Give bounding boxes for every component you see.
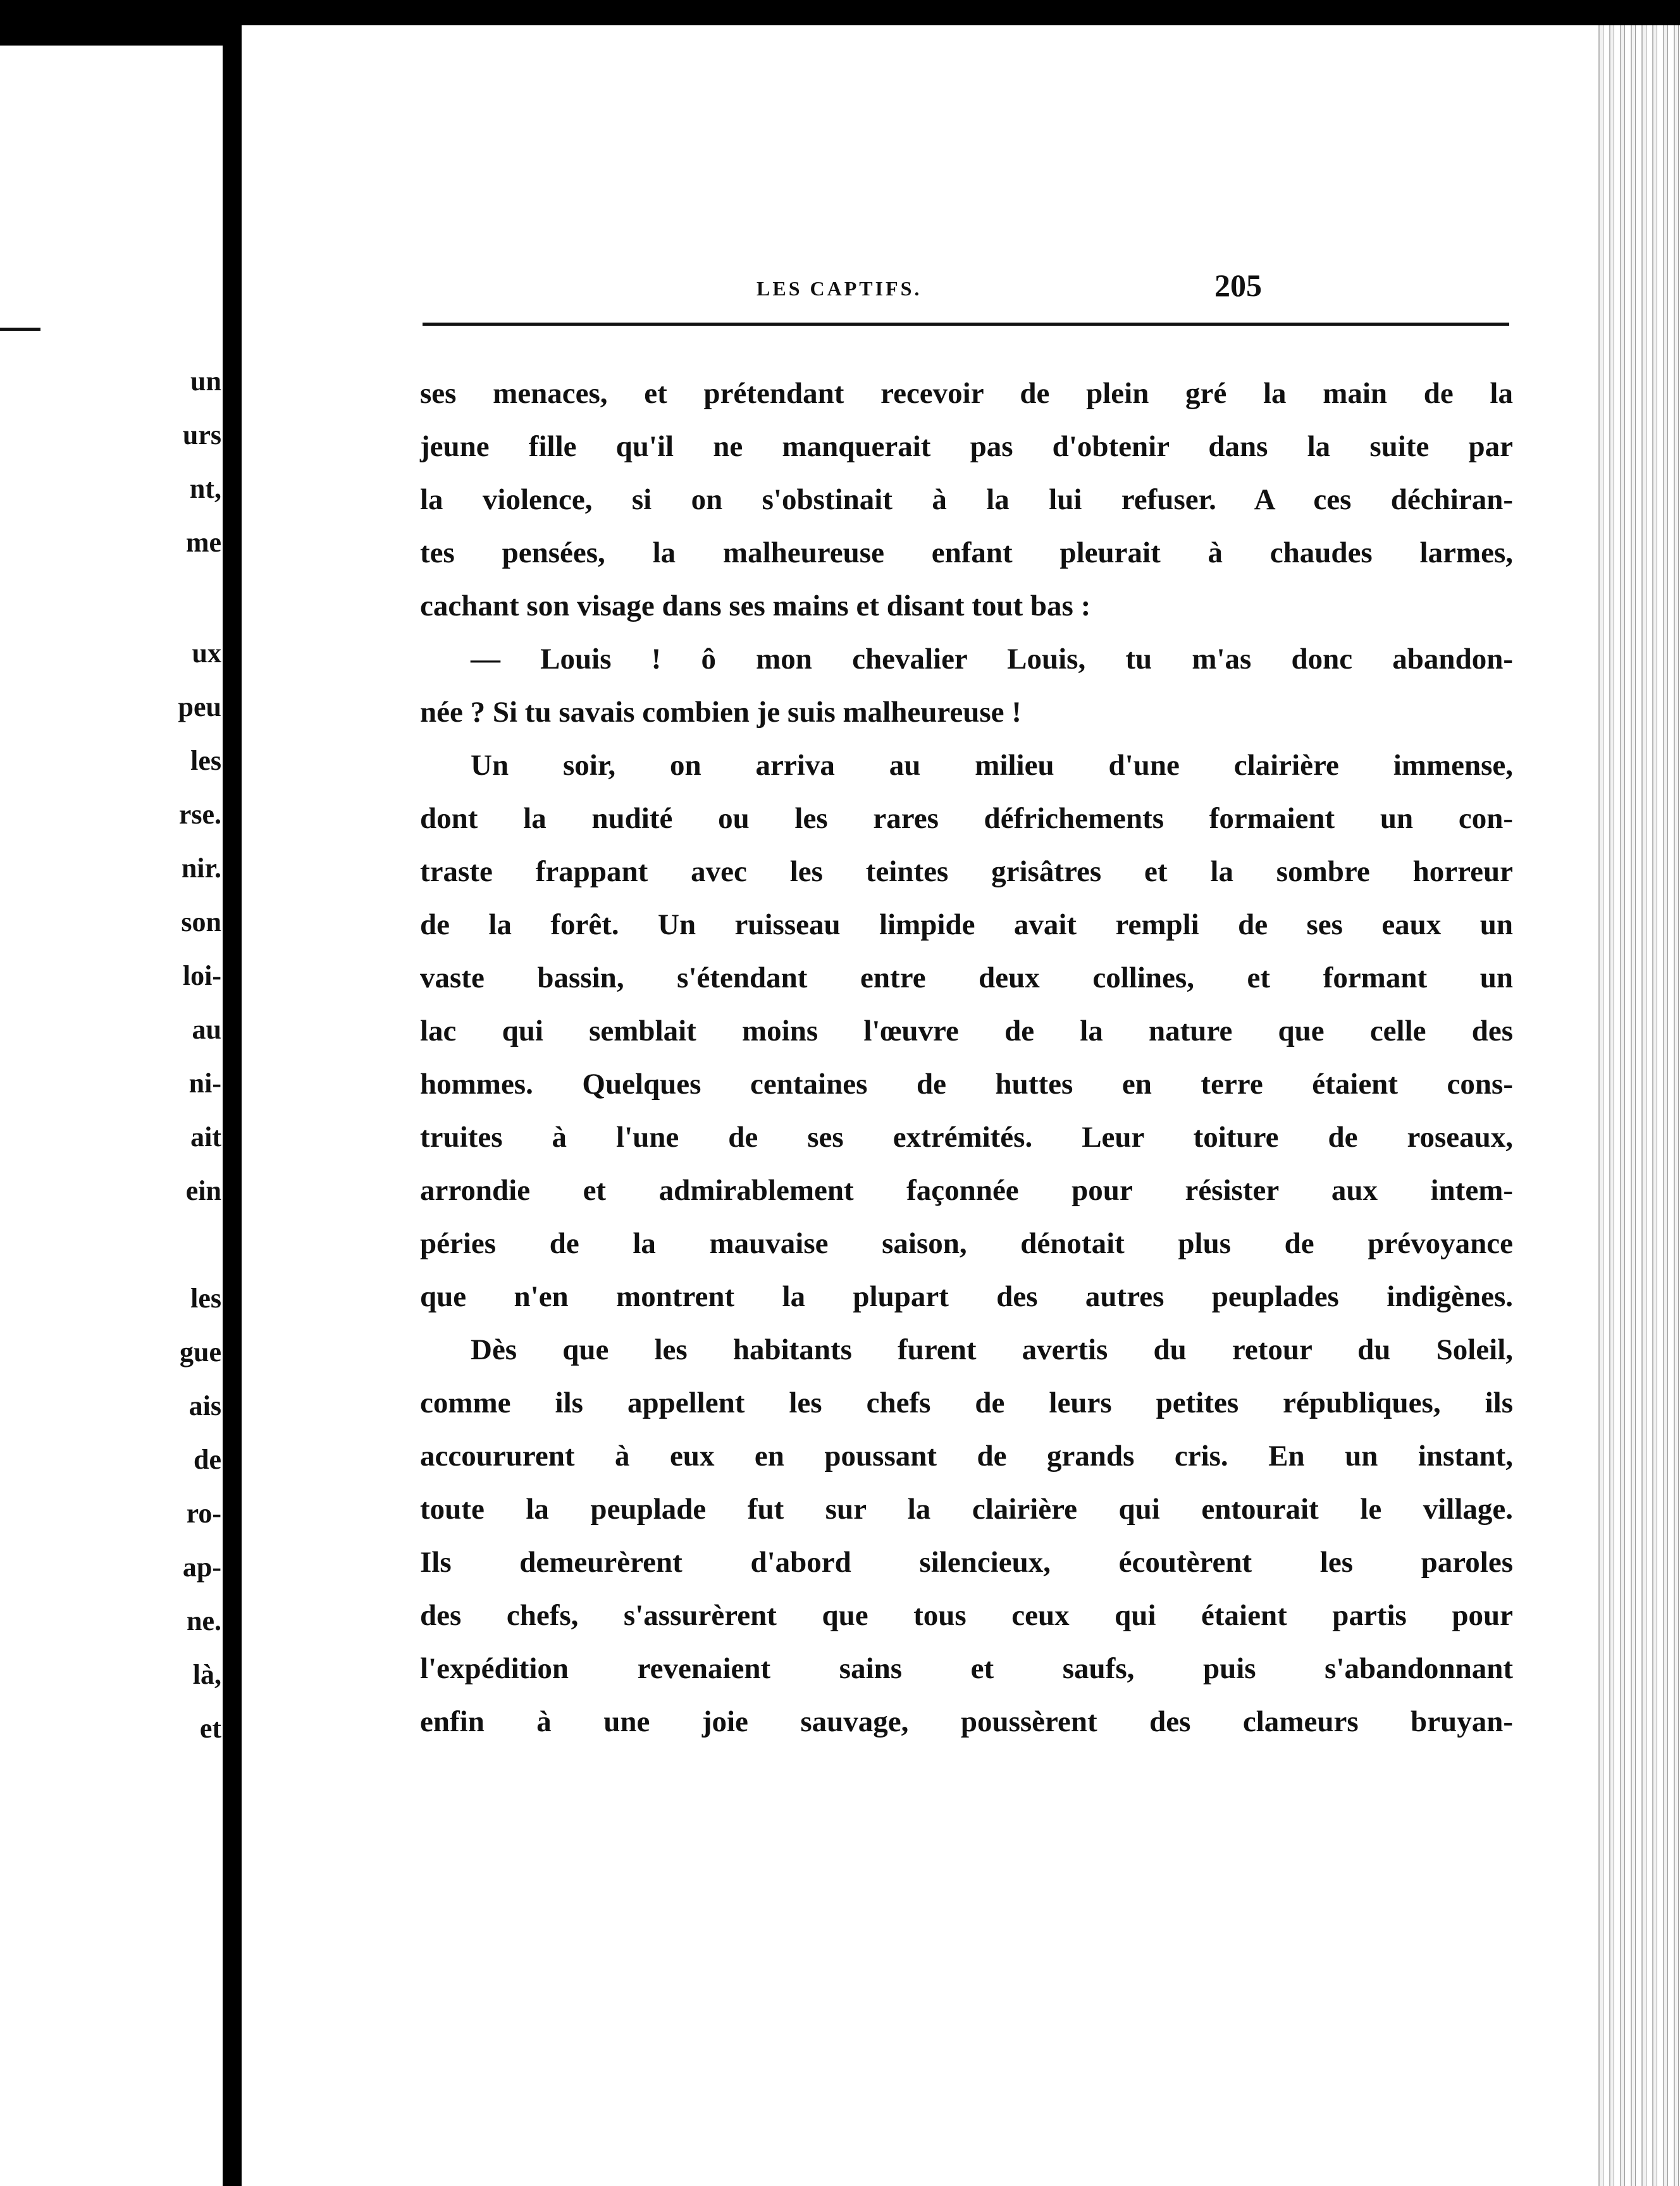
left-line: nir.	[181, 853, 221, 884]
left-line: son	[181, 906, 221, 937]
left-line: les	[190, 1283, 221, 1314]
text-line: comme ils appellent les chefs de leurs petites républiques, ils	[420, 1386, 1513, 1419]
text-line: péries de la mauvaise saison, dénotait plus de prévoyance	[420, 1227, 1513, 1260]
text-line: traste frappant avec les teintes grisâtres et la sombre horreur	[420, 855, 1513, 888]
text-line: de la forêt. Un ruisseau limpide avait rempli de ses eaux un	[420, 908, 1513, 941]
text-line: hommes. Quelques centaines de huttes en terre étaient cons-	[420, 1068, 1513, 1101]
left-line: ais	[188, 1390, 221, 1421]
left-line: ne.	[187, 1605, 221, 1636]
text-line: que n'en montrent la plupart des autres peuplades indigènes.	[420, 1280, 1513, 1313]
text-line: Un soir, on arriva au milieu d'une clairière immense,	[471, 749, 1513, 782]
left-line: urs	[182, 419, 221, 450]
left-line: nt,	[189, 473, 221, 504]
left-line: un	[190, 366, 221, 397]
left-line: ni-	[188, 1068, 221, 1099]
text-line: truites à l'une de ses extrémités. Leur toiture de roseaux,	[420, 1121, 1513, 1154]
text-line: l'expédition revenaient sains et saufs, puis s'abandonnant	[420, 1652, 1513, 1685]
text-line: dont la nudité ou les rares défrichements formaient un con-	[420, 802, 1513, 835]
text-line: lac qui semblait moins l'œuvre de la nature que celle des	[420, 1015, 1513, 1047]
header-rule	[423, 323, 1509, 326]
running-title: LES CAPTIFS.	[757, 277, 922, 300]
text-line: toute la peuplade fut sur la clairière qui entourait le village.	[420, 1493, 1513, 1526]
text-line: enfin à une joie sauvage, poussèrent des clameurs bruyan-	[420, 1705, 1513, 1738]
left-line: peu	[178, 691, 221, 722]
left-line: ro-	[186, 1498, 221, 1529]
left-page-rule	[0, 328, 40, 331]
book-gutter	[223, 0, 240, 2186]
left-line: me	[185, 527, 221, 558]
left-line: ein	[185, 1175, 221, 1206]
left-line: ux	[192, 638, 221, 669]
left-line: de	[194, 1444, 221, 1475]
left-line: les	[190, 745, 221, 776]
text-line: — Louis ! ô mon chevalier Louis, tu m'as donc abandon-	[471, 643, 1513, 676]
text-line: née ? Si tu savais combien je suis malheureuse !	[420, 696, 1022, 729]
left-line: gue	[180, 1337, 221, 1368]
text-line: des chefs, s'assurèrent que tous ceux qui étaient partis pour	[420, 1599, 1513, 1632]
left-facing-page	[0, 46, 223, 2186]
left-line: au	[192, 1014, 221, 1045]
text-line: ses menaces, et prétendant recevoir de plein gré la main de la	[420, 377, 1513, 410]
text-line: accoururent à eux en poussant de grands cris. En un instant,	[420, 1440, 1513, 1473]
text-line: cachant son visage dans ses mains et disant tout bas :	[420, 590, 1091, 622]
left-line: ap-	[182, 1552, 221, 1583]
text-line: jeune fille qu'il ne manquerait pas d'obtenir dans la suite par	[420, 430, 1513, 463]
left-line: rse.	[178, 799, 221, 830]
running-head	[242, 258, 1593, 309]
text-line: Ils demeurèrent d'abord silencieux, écoutèrent les paroles	[420, 1546, 1513, 1579]
left-line: ait	[190, 1121, 221, 1152]
text-line: tes pensées, la malheureuse enfant pleurait à chaudes larmes,	[420, 536, 1513, 569]
main-page	[242, 25, 1593, 2186]
text-line: la violence, si on s'obstinait à la lui refuser. A ces déchiran-	[420, 483, 1513, 516]
text-line: Dès que les habitants furent avertis du retour du Soleil,	[471, 1333, 1513, 1366]
left-line: loi-	[182, 960, 221, 991]
page-number: 205	[1214, 268, 1262, 303]
text-line: vaste bassin, s'étendant entre deux collines, et formant un	[420, 961, 1513, 994]
text-line: arrondie et admirablement façonnée pour résister aux intem-	[420, 1174, 1513, 1207]
left-line: et	[199, 1713, 221, 1744]
left-line: là,	[192, 1659, 221, 1690]
page-edges	[1593, 25, 1680, 2186]
